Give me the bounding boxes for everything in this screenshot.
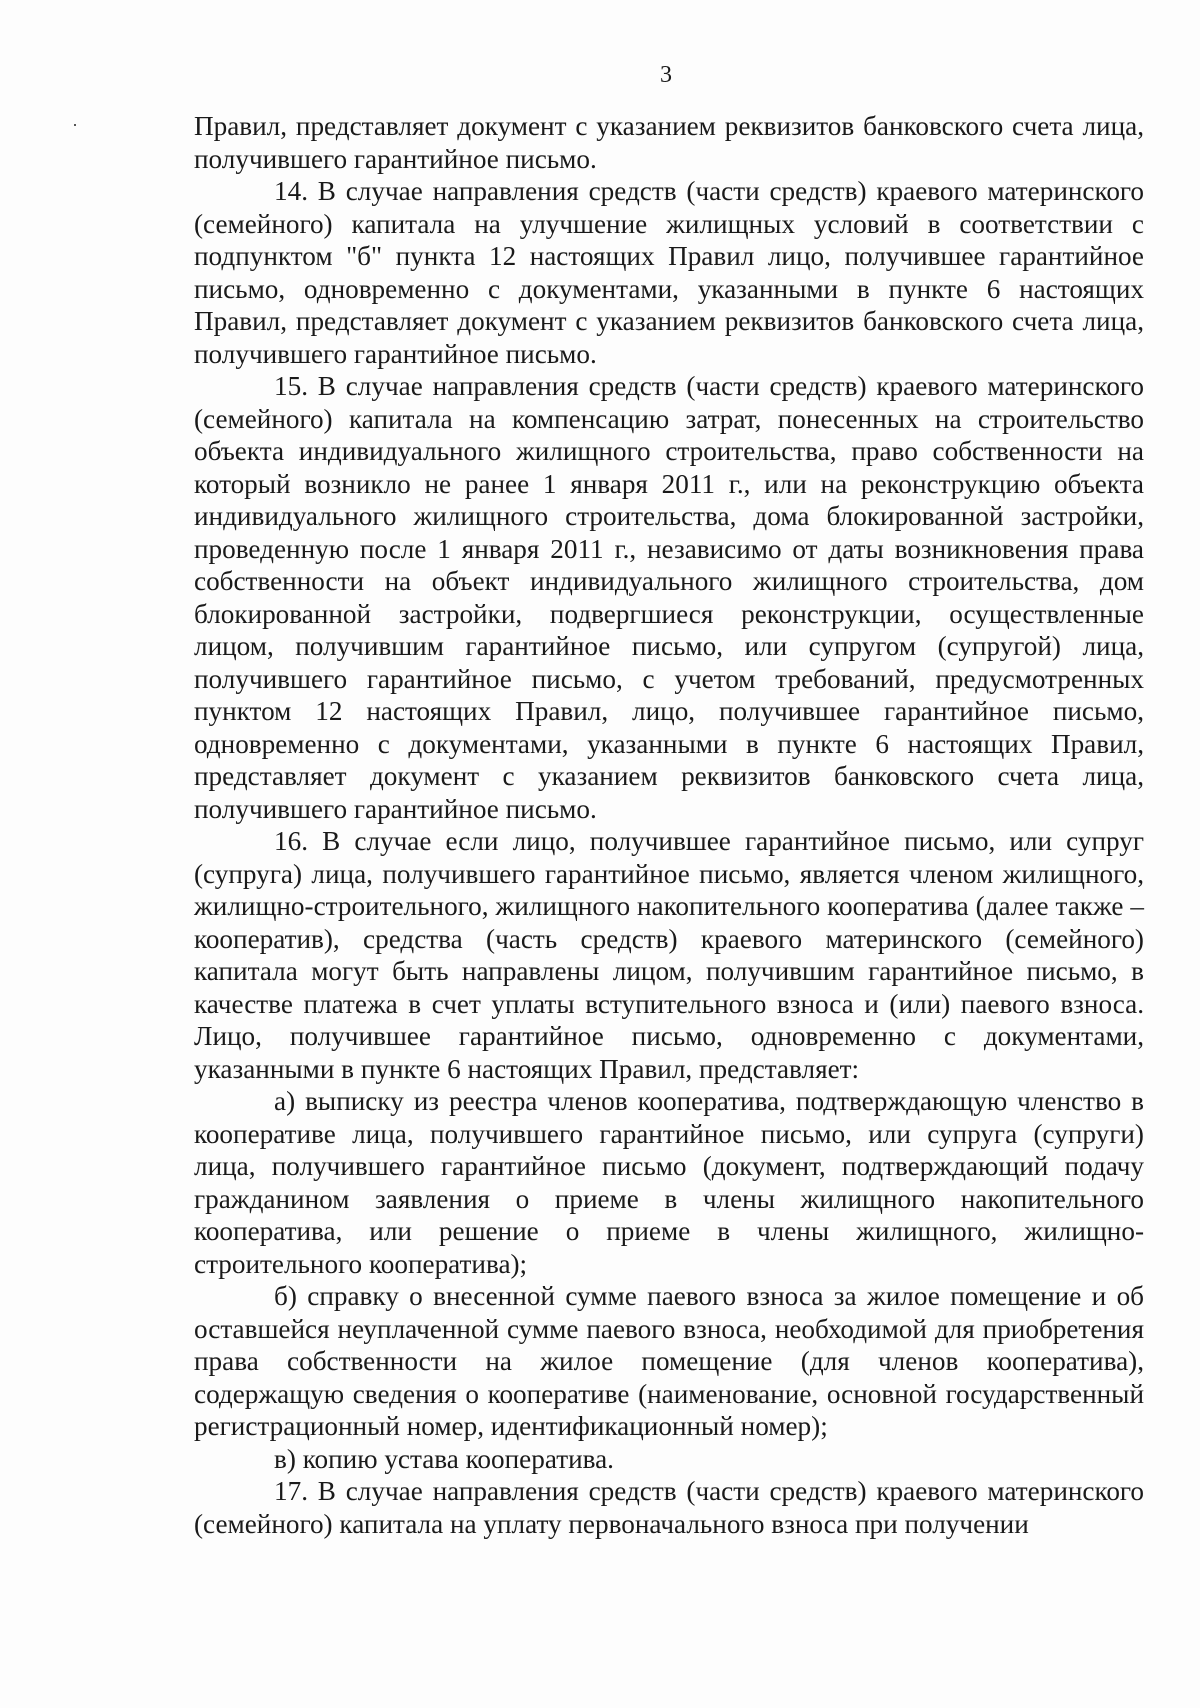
paragraph-16-v: в) копию устава кооператива.	[274, 1443, 614, 1474]
page-number: 3	[660, 62, 672, 88]
paragraph-14: 14. В случае направления средств (части средств) краевого материнского (семейного) капитала на улучшение жилищных условий в соответствии с подпунктом "б" пункта 12 настоящих Правил лицо, получившее гарантийное письмо, одновременно с документами, указанными в пункте 6 настоящих Правил, представляет документ с указанием реквизитов банковского счета лица, получившего гарантийное письмо.	[194, 176, 1144, 369]
paragraph-16-b: б) справку о внесенной сумме паевого взноса за жилое помещение и об оставшейся неуплаченной сумме паевого взноса, необходимой для приобретения права собственности на жилое помещение (для членов кооператива), содержащую сведения о кооперативе (наименование, основной государственный регистрационный номер, идентификационный номер);	[194, 1281, 1144, 1441]
paragraph-17: 17. В случае направления средств (части средств) краевого материнского (семейного) капитала на уплату первоначального взноса при получении	[194, 1476, 1144, 1539]
paragraph-16-a: а) выписку из реестра членов кооператива, подтверждающую членство в кооперативе лица, получившего гарантийное письмо, или супруга (супруги) лица, получившего гарантийное письмо (документ, подтверждающий подачу гражданином заявления о приеме в члены жилищного накопительного кооператива, или решение о приеме в члены жилищного, жилищно-строительного кооператива);	[194, 1086, 1144, 1279]
paragraph-15: 15. В случае направления средств (части средств) краевого материнского (семейного) капитала на компенсацию затрат, понесенных на строительство объекта индивидуального жилищного строительства, право собственности на который возникло не ранее 1 января 2011 г., или на реконструкцию объекта индивидуального жилищного строительства, дома блокированной застройки, проведенную после 1 января 2011 г., независимо от даты возникновения права собственности на объект индивидуального жилищного строительства, дом блокированной застройки, подвергшиеся реконструкции, осуществленные лицом, получившим гарантийное письмо, или супругом (супругой) лица, получившего гарантийное письмо, с учетом требований, предусмотренных пунктом 12 настоящих Правил, лицо, получившее гарантийное письмо, одновременно с документами, указанными в пункте 6 настоящих Правил, представляет документ с указанием реквизитов банковского счета лица, получившего гарантийное письмо.	[194, 371, 1144, 824]
scan-artifact	[74, 124, 76, 126]
paragraph-continuation: Правил, представляет документ с указанием реквизитов банковского счета лица, получившего гарантийное письмо.	[194, 111, 1144, 174]
document-body	[194, 110, 1144, 1540]
paragraph-16: 16. В случае если лицо, получившее гарантийное письмо, или супруг (супруга) лица, получившего гарантийное письмо, является членом жилищного, жилищно-строительного, жилищного накопительного кооператива (далее также – кооператив), средства (часть средств) краевого материнского (семейного) капитала могут быть направлены лицом, получившим гарантийное письмо, в качестве платежа в счет уплаты вступительного взноса и (или) паевого взноса. Лицо, получившее гарантийное письмо, одновременно с документами, указанными в пункте 6 настоящих Правил, представляет:	[194, 826, 1144, 1084]
